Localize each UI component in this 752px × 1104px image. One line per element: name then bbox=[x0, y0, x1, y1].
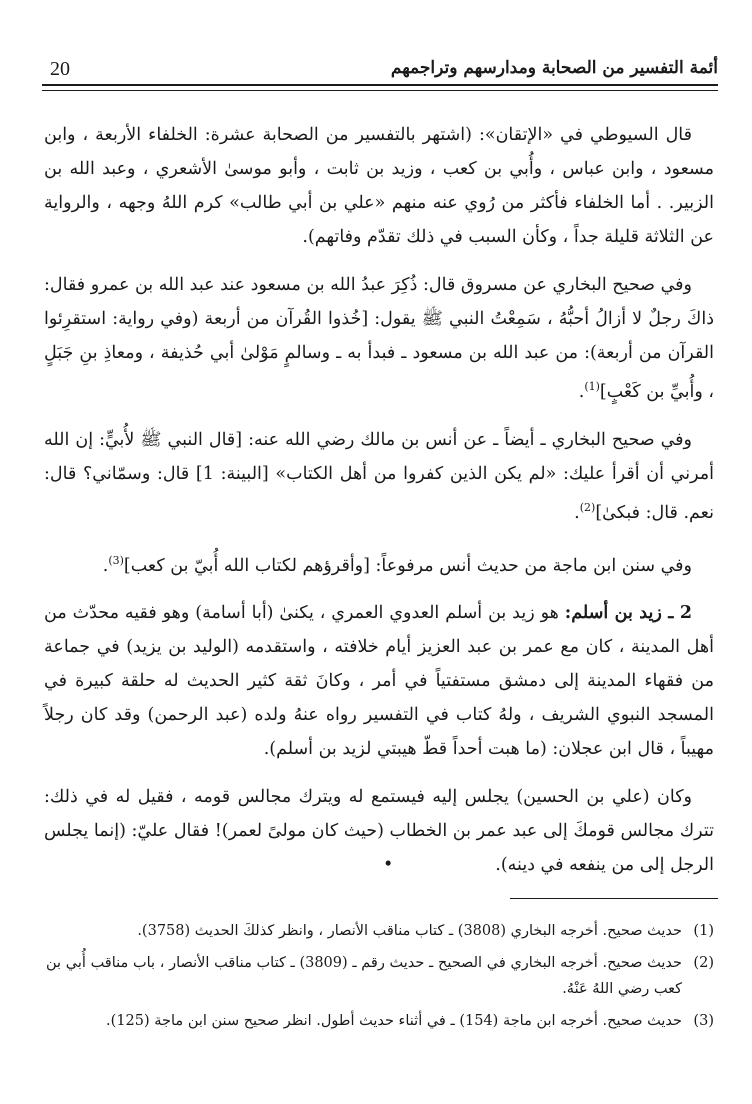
footnote-number: (3) bbox=[693, 1013, 714, 1029]
page-header bbox=[42, 54, 718, 84]
footnote-reference: (3) bbox=[108, 553, 124, 567]
header-rule-thick bbox=[42, 84, 718, 86]
paragraph-zayd-bin-aslam bbox=[44, 596, 714, 766]
paragraph-suyuti: قال السيوطي في «الإتقان»: (اشتهر بالتفسير من الصحابة عشرة: الخلفاء الأربعة ، وابن مسعود ، وابن عباس ، وأُبي بن كعب ، وزيد بن ثابت ، وأبو موسىٰ الأشعري ، وعبد الله بن الزبير. . أما الخلفاء فأكثر من رُوي عنه منهم «علي بن أبي طالب» كرم اللهُ وجهه ، والرواية عن الثلاثة قليلة جداً ، وكأن السبب في ذلك تقدّم وفاتهم). bbox=[44, 125, 714, 247]
footnote-rule bbox=[510, 898, 718, 899]
footnote-reference: (2) bbox=[579, 500, 596, 514]
paragraph-bukhari-anas bbox=[44, 423, 714, 530]
footnote-text: حديث صحيح. أخرجه البخاري في الصحيح ـ حديث رقم ـ (3809) ـ كتاب مناقب الأنصار ، باب مناقب أُبي بن كعب رضي اللهُ عَنْهُ. bbox=[46, 955, 683, 997]
end-mark: • bbox=[382, 855, 394, 876]
footnotes bbox=[46, 918, 714, 1040]
paragraph-ali-bin-husayn bbox=[44, 780, 714, 882]
page-number: 20 bbox=[50, 58, 70, 80]
footnote-text: حديث صحيح. أخرجه البخاري (3808) ـ كتاب مناقب الأنصار ، وانظر كذلكَ الحديث (3758). bbox=[137, 923, 682, 939]
footnote-number: (1) bbox=[693, 923, 714, 939]
sentence-end: . bbox=[574, 502, 580, 523]
sentence-end: . bbox=[578, 381, 585, 402]
footnote-item bbox=[46, 950, 714, 1002]
footnote-text: حديث صحيح. أخرجه ابن ماجة (154) ـ في أثناء حديث أطول. انظر صحيح سنن ابن ماجة (125). bbox=[106, 1013, 682, 1029]
paragraph-ibn-majah bbox=[44, 544, 714, 583]
footnote-number: (2) bbox=[693, 955, 714, 971]
paragraph-text: وكان (علي بن الحسين) يجلس إليه فيستمع له ويترك مجالس قومه ، فقيل له في ذلك: تترك مجالس قومكَ إلى عبد عمر بن الخطاب (حيث كان مولىً لعمر)! فقال عليّ: (إنما يجلس الرجل إلى من ينفعه في دينه). bbox=[44, 787, 714, 876]
paragraph-bukhari-masruq bbox=[44, 268, 714, 409]
paragraph-text: هو زيد بن أسلم العدوي العمري ، يكنىٰ (أبا أسامة) وهو فقيه محدّث من أهل المدينة ، كان مع عمر بن عبد العزيز أيام خلافته ، واستقدمه (الوليد بن يزيد) في جماعة من فقهاء المدينة إلى دمشق مستفتياً في أمر ، وكانَ ثقة كثير الحديث له حلقة كبيرة في المسجد النبوي الشريف ، ولهُ كتاب في التفسير رواه عنهُ ولده (عبد الرحمن) وقد كان رجلاً مهيباً ، قال ابن عجلان: (ما هبت أحداً قطّ هيبتي لزيد بن أسلم). bbox=[44, 603, 714, 760]
running-title: أئمة التفسير من الصحابة ومدارسهم وتراجمهم bbox=[390, 58, 718, 78]
paragraph-text: وفي صحيح البخاري عن مسروق قال: ذُكِرَ عبدُ الله بن مسعود عند عبد الله بن عمرو فقال: ذاكَ رجلٌ لا أزالُ أحبُّهُ ، سَمِعْتُ النبي ﷺ يقول: [خُذوا القُرآن من أربعة (وفي رواية: استقرِئوا القرآن من أربعة): من عبد الله بن مسعود ـ فبدأ به ـ وسالمٍ مَوْلىٰ أبي حُذيفة ، ومعاذِ بنِ جَبَلٍ ، وأُبيِّ بن كَعْبٍ] bbox=[44, 275, 714, 402]
paragraph-text: وفي سنن ابن ماجة من حديث أنس مرفوعاً: [وأقرؤهم لكتاب الله أُبيّ بن كعب] bbox=[123, 555, 692, 576]
header-rule-thin bbox=[42, 90, 718, 91]
footnote-reference: (1) bbox=[584, 380, 600, 393]
footnote-item bbox=[46, 918, 714, 944]
sentence-end: . bbox=[102, 555, 109, 576]
section-heading: 2 ـ زيد بن أسلم: bbox=[564, 603, 692, 624]
main-text bbox=[44, 118, 714, 896]
paragraph-text: وفي صحيح البخاري ـ أيضاً ـ عن أنس بن مالك رضي الله عنه: [قال النبي ﷺ لأُبيٍّ: إن الله أمرني أن أقرأ عليك: «لم يكن الذين كفروا من أهل الكتاب» [البينة: 1] قال: وسمّاني؟ قال: نعم. قال: فبكىٰ] bbox=[44, 429, 714, 523]
footnote-item bbox=[46, 1008, 714, 1034]
